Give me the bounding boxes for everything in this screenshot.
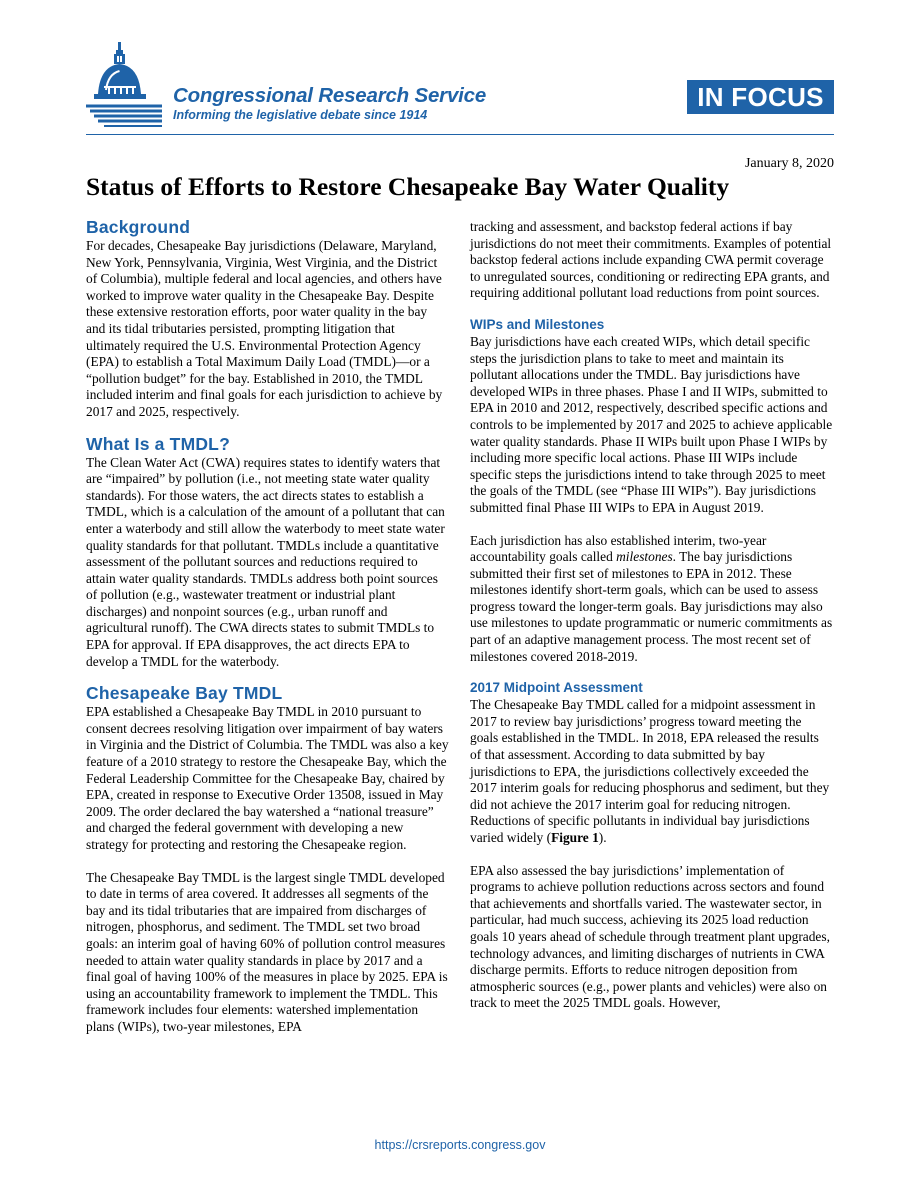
chesapeake-tmdl-paragraph-1: EPA established a Chesapeake Bay TMDL in 2010 pursuant to consent decrees resolving litigation over impairment of bay waters in Virginia and the District of Columbia. The TMDL was also a key feature of a 2010 strategy to restore the Chesapeake Bay, which the Federal Leadership Committee for the Chesapeake Bay, chaired by EPA, created in response to Executive Order 13508, issued in May 2009. The order declared the bay watershed a “national treasure” and charged the federal government with developing a new strategy for protecting and restoring the Chesapeake region.: [86, 704, 449, 852]
section-heading-what-is-tmdl: What Is a TMDL?: [86, 433, 230, 454]
wips-paragraph-1: Bay jurisdictions have each created WIPs, which detail specific steps the jurisdiction plans to take to meet and maintain its pollutant allocations under the TMDL. Bay jurisdictions have developed WIPs in three phases. Phase I and II WIPs, submitted to EPA in 2010 and 2012, respectively, described specific actions and controls to be implemented by 2017 and 2025 to achieve applicable water quality standards. Phase II WIPs built upon Phase I WIPs by including more specific local actions. Phase III WIPs include specific steps the jurisdictions intend to take through 2025 to meet the goals of the TMDL (see “Phase III WIPs”). Bay jurisdictions submitted final Phase III WIPs to EPA in August 2019.: [470, 333, 833, 515]
section-heading-wips: WIPs and Milestones: [470, 316, 605, 332]
figure-1-reference: Figure 1: [551, 830, 599, 845]
background-paragraph: For decades, Chesapeake Bay jurisdictions (Delaware, Maryland, New York, Pennsylvania, Virginia, West Virginia, and the District of Columbia), multiple federal and local agencies, and others have worked to improve water quality in the Chesapeake Bay. Despite these extensive restoration efforts, poor water quality in the bay and its tidal tributaries persisted, prompting litigation that ultimately required the U.S. Environmental Protection Agency (EPA) to establish a Total Maximum Daily Load (TMDL)—or a “pollution budget” for the bay. Established in 2010, the TMDL included interim and final goals for each jurisdiction to achieve by 2017 and 2025, respectively.: [86, 238, 443, 419]
midpoint-paragraph-2: EPA also assessed the bay jurisdictions’ implementation of programs to achieve pollution reductions across sectors and found that achievements and shortfalls varied. The wastewater sector, in particular, had much success, achieving its 2025 load reduction goals 10 years ahead of schedule through treatment plant upgrades, technology advances, and limiting discharges of nutrients in CWA discharge permits. Efforts to reduce nitrogen deposition from atmospheric sources (e.g., power plants and vehicles) were also on track to meet the 2025 TMDL goals. However,: [470, 862, 830, 1011]
page-title: Status of Efforts to Restore Chesapeake Bay Water Quality: [86, 172, 730, 201]
left-column: [86, 216, 449, 1036]
in-focus-badge: IN FOCUS: [687, 80, 834, 114]
right-column: [470, 219, 833, 1012]
section-heading-chesapeake-tmdl: Chesapeake Bay TMDL: [86, 683, 283, 704]
midpoint-paragraph-1-text-end: ).: [598, 830, 607, 845]
publication-date: January 8, 2020: [744, 156, 834, 171]
wips-paragraph-2-text-end: . The bay jurisdictions submitted their first set of milestones to EPA in 2012. These milestones identify short-term goals, which can be used to assess progress toward the longer-term goals. Bay jurisdictions may also use milestones to update programmatic or numeric commitments as part of an adaptive management process. The most recent set of milestones covered 2018-2019.: [470, 549, 833, 664]
footer-url[interactable]: https://crsreports.congress.gov: [374, 1138, 546, 1152]
section-heading-midpoint: 2017 Midpoint Assessment: [470, 680, 643, 696]
wips-paragraph-2: [470, 533, 833, 666]
org-tagline: Informing the legislative debate since 1914: [173, 108, 428, 122]
capitol-dome-icon: [84, 40, 164, 128]
org-name: Congressional Research Service: [173, 84, 487, 107]
midpoint-paragraph-1: [470, 697, 833, 846]
wips-paragraph-2-text: Each jurisdiction has also established interim, two-year accountability goals called: [470, 532, 767, 565]
header-divider: [86, 134, 834, 135]
midpoint-paragraph-1-text: The Chesapeake Bay TMDL called for a midpoint assessment in 2017 to review bay jurisdictions’ progress toward meeting the goals established in the TMDL. In 2018, EPA released the results of that assessment. According to data submitted by bay jurisdictions to EPA, the jurisdictions collectively exceeded the 2017 interim goals for reducing phosphorus and sediment, but they did not achieve the 2017 interim goal for reducing nitrogen. Reductions of specific pollutants in individual bay jurisdictions varied widely (: [470, 697, 830, 845]
page-header: [0, 0, 920, 140]
section-heading-background: Background: [86, 217, 191, 237]
milestones-term: milestones: [616, 549, 673, 565]
chesapeake-tmdl-paragraph-2-continued: tracking and assessment, and backstop federal actions if bay jurisdictions do not meet their commitments. Examples of potential backstop federal actions include expanding CWA permit coverage to unregulated sources, conditioning or redirecting EPA grants, and requiring additional pollutant load reductions from point sources.: [470, 219, 832, 301]
chesapeake-tmdl-paragraph-2: The Chesapeake Bay TMDL is the largest single TMDL developed to date in terms of area covered. It addresses all segments of the bay and its tidal tributaries that are impaired from discharges of nitrogen, phosphorus, and sediment. The TMDL set two broad goals: an interim goal of having 60% of pollution control measures needed to attain water quality standards in place by 2017 and a final goal of having 100% of the measures in place by 2025. EPA is using an accountability framework to implement the TMDL. This framework includes four elements: watershed implementation plans (WIPs), two-year milestones, EPA: [86, 869, 448, 1034]
what-is-tmdl-paragraph: The Clean Water Act (CWA) requires states to identify waters that are “impaired” by pollution (i.e., not meeting state water quality standards). For those waters, the act directs states to establish a TMDL, which is a calculation of the amount of a pollutant that can enter a waterbody and still allow the waterbody to meet state water quality standards for that pollutant. TMDLs include a quantitative assessment of the pollutant sources and reductions required to attain water quality standards. TMDLs address both point sources of pollution (e.g., wastewater treatment or industrial plant discharges) and nonpoint sources (e.g., urban runoff and agricultural runoff). The CWA directs states to submit TMDLs to EPA for approval. If EPA disapproves, the act directs EPA to develop a TMDL for the waterbody.: [86, 454, 445, 669]
